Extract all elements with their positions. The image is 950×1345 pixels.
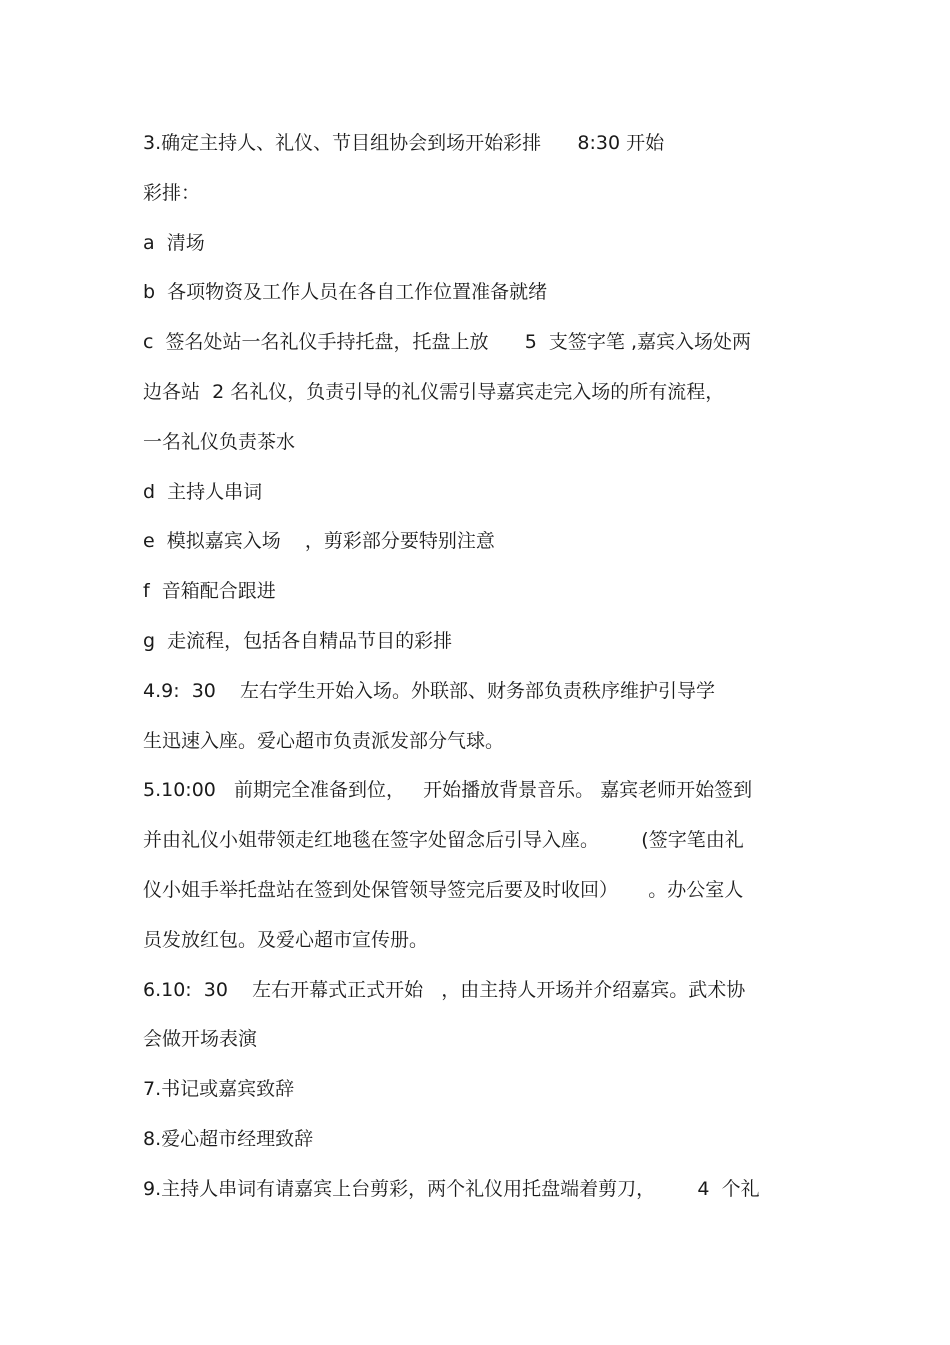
text-line: 4.9: 30 左右学生开始入场。外联部、财务部负责秩序维护引导学 — [143, 679, 716, 702]
text-line: 7.书记或嘉宾致辞 — [143, 1078, 295, 1101]
text-line: e 模拟嘉宾入场 ，剪彩部分要特别注意 — [143, 530, 495, 553]
text-line: 6.10: 30 左右开幕式正式开始 ，由主持人开场并介绍嘉宾。武术协 — [143, 978, 746, 1001]
text-line: 8.爱心超市经理致辞 — [143, 1127, 314, 1150]
text-line: 员发放红包。及爱心超市宣传册。 — [143, 928, 429, 951]
text-line: 会做开场表演 — [143, 1028, 258, 1051]
text-line: 并由礼仪小姐带领走红地毯在签字处留念后引导入座。 (签字笔由礼 — [143, 829, 744, 852]
text-line: 仪小姐手举托盘站在签到处保管领导签完后要及时收回） 。办公室人 — [143, 878, 744, 901]
text-line: 一名礼仪负责茶水 — [143, 430, 296, 453]
text-line: 生迅速入座。爱心超市负责派发部分气球。 — [143, 729, 505, 752]
text-line: c 签名处站一名礼仪手持托盘，托盘上放 5 支签字笔 ,嘉宾入场处两 — [143, 331, 752, 354]
text-line: d 主持人串词 — [143, 480, 263, 503]
text-line: 边各站 2 名礼仪，负责引导的礼仪需引导嘉宾走完入场的所有流程， — [143, 380, 725, 403]
text-line: 5.10:00 前期完全准备到位， 开始播放背景音乐。 嘉宾老师开始签到 — [143, 779, 753, 802]
text-line: g 走流程，包括各自精品节目的彩排 — [143, 629, 453, 652]
text-line: 3.确定主持人、礼仪、节目组协会到场开始彩排 8:30 开始 — [143, 132, 665, 154]
document-body — [143, 128, 823, 1224]
text-line: f 音箱配合跟进 — [143, 580, 276, 603]
text-line: a 清场 — [143, 231, 205, 254]
text-line: b 各项物资及工作人员在各自工作位置准备就绪 — [143, 281, 548, 304]
text-line: 9.主持人串词有请嘉宾上台剪彩，两个礼仪用托盘端着剪刀， 4 个礼 — [143, 1177, 760, 1200]
text-line: 彩排： — [143, 181, 201, 204]
